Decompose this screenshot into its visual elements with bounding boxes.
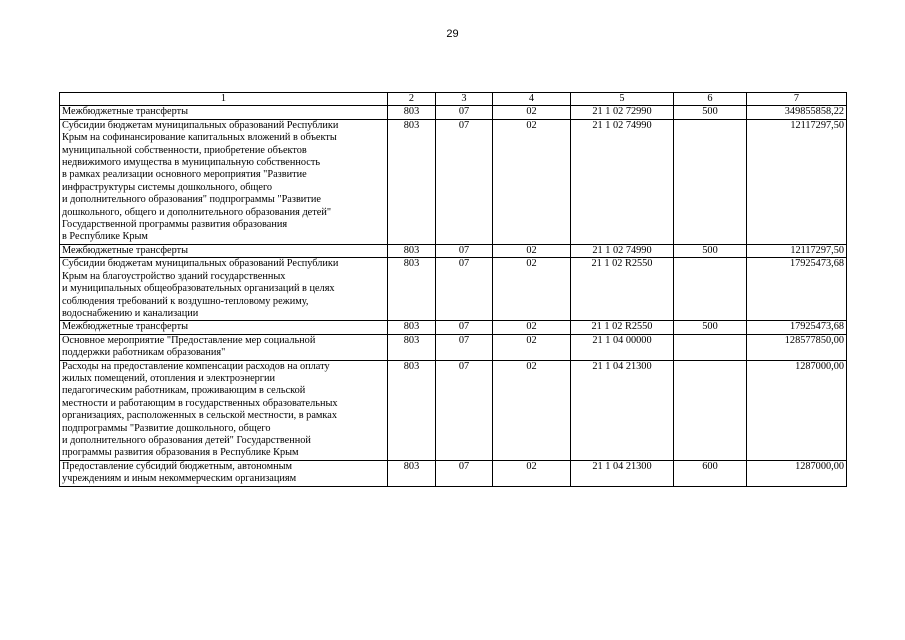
- row-grbs-cell: 803: [388, 106, 436, 119]
- row-expense-type-cell: 500: [674, 106, 747, 119]
- table-body: [60, 93, 847, 487]
- table-row: [60, 321, 847, 334]
- row-section-cell: 07: [436, 106, 493, 119]
- row-subsection-cell: 02: [493, 334, 571, 360]
- row-name-cell: Межбюджетные трансферты: [60, 106, 388, 119]
- budget-table: [59, 92, 847, 487]
- header-cell-3: 3: [436, 93, 493, 106]
- row-grbs-cell: 803: [388, 321, 436, 334]
- table-row: [60, 106, 847, 119]
- row-subsection-cell: 02: [493, 321, 571, 334]
- table-header-row: [60, 93, 847, 106]
- row-expense-type-cell: [674, 258, 747, 321]
- row-expense-type-cell: [674, 119, 747, 244]
- row-section-cell: 07: [436, 321, 493, 334]
- row-section-cell: 07: [436, 334, 493, 360]
- row-subsection-cell: 02: [493, 460, 571, 486]
- row-amount-cell: 1287000,00: [747, 360, 847, 460]
- table-row: [60, 119, 847, 244]
- table-row: [60, 460, 847, 486]
- row-target-article-cell: 21 1 02 74990: [571, 119, 674, 244]
- row-section-cell: 07: [436, 360, 493, 460]
- header-cell-5: 5: [571, 93, 674, 106]
- row-name-cell: Расходы на предоставление компенсации расходов на оплату жилых помещений, отопления и электроэнергии педагогическим работникам, проживающим в сельской местности и работающим в государственных образовательных организациях, расположенных в сельской местности, в рамках подпрограммы "Развитие дошкольного, общего и дополнительного образования детей" Государственной программы развития образования в Республике Крым: [60, 360, 388, 460]
- row-grbs-cell: 803: [388, 258, 436, 321]
- table-row: [60, 360, 847, 460]
- table-row: [60, 334, 847, 360]
- header-cell-2: 2: [388, 93, 436, 106]
- row-name-cell: Межбюджетные трансферты: [60, 321, 388, 334]
- row-amount-cell: 1287000,00: [747, 460, 847, 486]
- row-expense-type-cell: [674, 360, 747, 460]
- table-row: [60, 244, 847, 257]
- row-expense-type-cell: [674, 334, 747, 360]
- header-cell-7: 7: [747, 93, 847, 106]
- row-amount-cell: 17925473,68: [747, 321, 847, 334]
- row-target-article-cell: 21 1 02 R2550: [571, 321, 674, 334]
- row-section-cell: 07: [436, 258, 493, 321]
- row-section-cell: 07: [436, 244, 493, 257]
- row-name-cell: Межбюджетные трансферты: [60, 244, 388, 257]
- row-grbs-cell: 803: [388, 334, 436, 360]
- row-subsection-cell: 02: [493, 244, 571, 257]
- row-amount-cell: 12117297,50: [747, 244, 847, 257]
- header-cell-6: 6: [674, 93, 747, 106]
- header-cell-4: 4: [493, 93, 571, 106]
- row-expense-type-cell: 500: [674, 244, 747, 257]
- row-grbs-cell: 803: [388, 460, 436, 486]
- row-target-article-cell: 21 1 02 R2550: [571, 258, 674, 321]
- row-subsection-cell: 02: [493, 119, 571, 244]
- row-amount-cell: 12117297,50: [747, 119, 847, 244]
- row-grbs-cell: 803: [388, 360, 436, 460]
- header-cell-1: 1: [60, 93, 388, 106]
- row-amount-cell: 128577850,00: [747, 334, 847, 360]
- row-target-article-cell: 21 1 02 74990: [571, 244, 674, 257]
- row-subsection-cell: 02: [493, 360, 571, 460]
- row-grbs-cell: 803: [388, 119, 436, 244]
- row-section-cell: 07: [436, 119, 493, 244]
- row-target-article-cell: 21 1 04 21300: [571, 460, 674, 486]
- page-number: 29: [446, 28, 459, 40]
- row-amount-cell: 349855858,22: [747, 106, 847, 119]
- row-name-cell: Основное мероприятие "Предоставление мер социальной поддержки работникам образования": [60, 334, 388, 360]
- row-subsection-cell: 02: [493, 106, 571, 119]
- row-name-cell: Субсидии бюджетам муниципальных образований Республики Крым на благоустройство зданий государственных и муниципальных общеобразовательных организаций в целях соблюдения требований к воздушно-тепловому режиму, водоснабжению и канализации: [60, 258, 388, 321]
- row-expense-type-cell: 600: [674, 460, 747, 486]
- row-target-article-cell: 21 1 02 72990: [571, 106, 674, 119]
- row-expense-type-cell: 500: [674, 321, 747, 334]
- table-row: [60, 258, 847, 321]
- row-target-article-cell: 21 1 04 21300: [571, 360, 674, 460]
- row-name-cell: Предоставление субсидий бюджетным, автономным учреждениям и иным некоммерческим организациям: [60, 460, 388, 486]
- row-amount-cell: 17925473,68: [747, 258, 847, 321]
- row-target-article-cell: 21 1 04 00000: [571, 334, 674, 360]
- row-name-cell: Субсидии бюджетам муниципальных образований Республики Крым на софинансирование капитальных вложений в объекты муниципальной собственности, приобретение объектов недвижимого имущества в муниципальную собственность в рамках реализации основного мероприятия "Развитие инфраструктуры системы дошкольного, общего и дополнительного образования" подпрограммы "Развитие дошкольного, общего и дополнительного образования детей" Государственной программы развития образования в Республике Крым: [60, 119, 388, 244]
- row-grbs-cell: 803: [388, 244, 436, 257]
- row-section-cell: 07: [436, 460, 493, 486]
- row-subsection-cell: 02: [493, 258, 571, 321]
